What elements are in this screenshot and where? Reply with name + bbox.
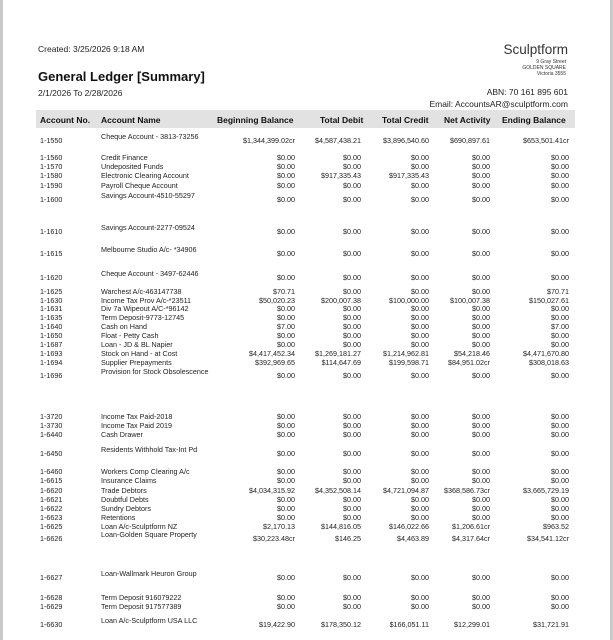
total-debit: $1,269,181.27 — [315, 349, 361, 358]
account-name: Savings Account-2277-09524 — [101, 223, 195, 232]
account-no: 1-6450 — [40, 449, 63, 458]
total-credit: $0.00 — [411, 313, 429, 322]
account-name: Warchest A/c-463147738 — [101, 287, 182, 296]
ending-balance: $0.00 — [551, 495, 569, 504]
ending-balance: $0.00 — [551, 421, 569, 430]
net-activity: $0.00 — [472, 227, 490, 236]
account-name: Credit Finance — [101, 153, 148, 162]
ending-balance: $0.00 — [551, 412, 569, 421]
net-activity: $368,586.73cr — [444, 486, 490, 495]
beginning-balance: $0.00 — [277, 412, 295, 421]
beginning-balance: $0.00 — [277, 504, 295, 513]
company-name: Sculptform — [503, 42, 568, 57]
total-credit: $0.00 — [411, 181, 429, 190]
net-activity: $0.00 — [472, 153, 490, 162]
total-debit: $4,352,508.14 — [315, 486, 361, 495]
col-header-net-activity: Net Activity — [444, 115, 491, 125]
total-credit: $4,721,094.87 — [383, 486, 429, 495]
account-name: Trade Debtors — [101, 486, 147, 495]
net-activity: $0.00 — [472, 322, 490, 331]
total-debit: $0.00 — [343, 304, 361, 313]
net-activity: $4,317.64cr — [452, 534, 490, 543]
account-name: Cheque Account - 3813-73256 — [101, 132, 199, 141]
net-activity: $0.00 — [472, 313, 490, 322]
total-debit: $0.00 — [343, 495, 361, 504]
account-name: Loan A/c-Sculptform USA LLC — [101, 616, 198, 625]
ending-balance: $0.00 — [551, 430, 569, 439]
beginning-balance: $2,170.13 — [263, 522, 295, 531]
total-credit: $0.00 — [411, 421, 429, 430]
ending-balance: $0.00 — [551, 249, 569, 258]
account-name: Payroll Cheque Account — [101, 181, 178, 190]
net-activity: $690,897.61 — [450, 136, 490, 145]
total-debit: $0.00 — [343, 273, 361, 282]
account-no: 1-6629 — [40, 602, 63, 611]
account-no: 1-1580 — [40, 171, 63, 180]
account-name: Income Tax Prov A/c-*23511 — [101, 296, 192, 305]
total-credit: $0.00 — [411, 331, 429, 340]
total-credit: $0.00 — [411, 495, 429, 504]
account-name: Income Tax Paid 2019 — [101, 421, 172, 430]
total-credit: $0.00 — [411, 573, 429, 582]
ending-balance: $0.00 — [551, 467, 569, 476]
col-header-total-credit: Total Credit — [382, 115, 429, 125]
account-name: Savings Account-4510-55297 — [101, 191, 195, 200]
total-debit: $0.00 — [343, 602, 361, 611]
account-no: 1-1560 — [40, 153, 63, 162]
ending-balance: $0.00 — [551, 573, 569, 582]
total-credit: $0.00 — [411, 287, 429, 296]
net-activity: $0.00 — [472, 602, 490, 611]
account-name: Income Tax Paid-2018 — [101, 412, 173, 421]
account-name: Workers Comp Clearing A/c — [101, 467, 190, 476]
ending-balance: $7.00 — [551, 322, 569, 331]
net-activity: $0.00 — [472, 513, 490, 522]
ending-balance: $0.00 — [551, 304, 569, 313]
ending-balance: $0.00 — [551, 195, 569, 204]
beginning-balance: $0.00 — [277, 340, 295, 349]
net-activity: $0.00 — [472, 412, 490, 421]
ending-balance: $0.00 — [551, 273, 569, 282]
address-line-3: Victoria 3555 — [536, 71, 566, 77]
total-credit: $0.00 — [411, 273, 429, 282]
beginning-balance: $50,020.23 — [259, 296, 295, 305]
total-credit: $0.00 — [411, 430, 429, 439]
total-debit: $0.00 — [343, 195, 361, 204]
ending-balance: $3,665,729.19 — [523, 486, 569, 495]
beginning-balance: $0.00 — [277, 602, 295, 611]
account-name: Loan - JD & BL Napier — [101, 340, 173, 349]
total-debit: $0.00 — [343, 573, 361, 582]
account-no: 1-6626 — [40, 534, 63, 543]
net-activity: $0.00 — [472, 430, 490, 439]
total-debit: $0.00 — [343, 287, 361, 296]
beginning-balance: $1,344,399.02cr — [243, 136, 295, 145]
account-no: 1-6622 — [40, 504, 63, 513]
account-no: 1-6630 — [40, 620, 63, 629]
account-no: 1-6621 — [40, 495, 63, 504]
total-credit: $0.00 — [411, 162, 429, 171]
net-activity: $0.00 — [472, 181, 490, 190]
account-no: 1-6627 — [40, 573, 63, 582]
beginning-balance: $0.00 — [277, 331, 295, 340]
beginning-balance: $0.00 — [277, 181, 295, 190]
account-name: Term Deposit 917577389 — [101, 602, 182, 611]
total-debit: $0.00 — [343, 227, 361, 236]
total-debit: $0.00 — [343, 162, 361, 171]
total-credit: $0.00 — [411, 412, 429, 421]
net-activity: $0.00 — [472, 573, 490, 582]
beginning-balance: $30,223.48cr — [253, 534, 295, 543]
total-credit: $0.00 — [411, 513, 429, 522]
beginning-balance: $0.00 — [277, 162, 295, 171]
total-credit: $0.00 — [411, 467, 429, 476]
beginning-balance: $0.00 — [277, 313, 295, 322]
total-debit: $144,816.05 — [321, 522, 361, 531]
total-credit: $146,022.66 — [389, 522, 429, 531]
company-abn: ABN: 70 161 895 601 — [486, 87, 568, 97]
ending-balance: $963.52 — [543, 522, 569, 531]
total-debit: $0.00 — [343, 476, 361, 485]
beginning-balance: $0.00 — [277, 513, 295, 522]
account-no: 1-1615 — [40, 249, 63, 258]
ending-balance: $70.71 — [547, 287, 569, 296]
ending-balance: $34,541.12cr — [527, 534, 569, 543]
account-no: 1-1635 — [40, 313, 63, 322]
ending-balance: $0.00 — [551, 313, 569, 322]
ending-balance: $150,027.61 — [529, 296, 569, 305]
account-name: Div 7a Wipeout A/C-*96142 — [101, 304, 189, 313]
total-debit: $0.00 — [343, 181, 361, 190]
total-credit: $917,335.43 — [389, 171, 429, 180]
account-name: Provision for Stock Obsolescence — [101, 367, 209, 376]
ending-balance: $0.00 — [551, 504, 569, 513]
account-no: 1-6620 — [40, 486, 63, 495]
net-activity: $0.00 — [472, 287, 490, 296]
ending-balance: $0.00 — [551, 227, 569, 236]
col-header-ending-balance: Ending Balance — [502, 115, 566, 125]
company-email: Email: AccountsAR@sculptform.com — [429, 99, 568, 109]
account-name: Melbourne Studio A/c- *34906 — [101, 245, 197, 254]
beginning-balance: $0.00 — [277, 421, 295, 430]
total-credit: $0.00 — [411, 195, 429, 204]
ending-balance: $0.00 — [551, 476, 569, 485]
ending-balance: $308,018.63 — [529, 358, 569, 367]
ending-balance: $0.00 — [551, 513, 569, 522]
col-header-account-no: Account No. — [40, 115, 91, 125]
created-timestamp: Created: 3/25/2026 9:18 AM — [38, 44, 145, 54]
col-header-account-name: Account Name — [101, 115, 161, 125]
ending-balance: $0.00 — [551, 340, 569, 349]
ending-balance: $0.00 — [551, 331, 569, 340]
ending-balance: $653,501.41cr — [523, 136, 569, 145]
total-debit: $917,335.43 — [321, 171, 361, 180]
beginning-balance: $0.00 — [277, 476, 295, 485]
ending-balance: $0.00 — [551, 449, 569, 458]
total-credit: $100,000.00 — [389, 296, 429, 305]
beginning-balance: $0.00 — [277, 171, 295, 180]
ending-balance: $31,721.91 — [533, 620, 569, 629]
address-line-1: 9 Gray Street — [536, 59, 566, 65]
total-credit: $0.00 — [411, 322, 429, 331]
account-no: 1-1640 — [40, 322, 63, 331]
account-name: Insurance Claims — [101, 476, 157, 485]
account-name: Loan A/c-Sculptform NZ — [101, 522, 178, 531]
beginning-balance: $0.00 — [277, 304, 295, 313]
beginning-balance: $0.00 — [277, 371, 295, 380]
account-name: Float - Petty Cash — [101, 331, 159, 340]
total-debit: $178,350.12 — [321, 620, 361, 629]
beginning-balance: $7.00 — [277, 322, 295, 331]
beginning-balance: $4,034,315.92 — [249, 486, 295, 495]
ending-balance: $4,471,670.80 — [523, 349, 569, 358]
account-name: Term Deposit 916079222 — [101, 593, 182, 602]
beginning-balance: $4,417,452.34 — [249, 349, 295, 358]
net-activity: $54,218.46 — [454, 349, 490, 358]
total-debit: $0.00 — [343, 371, 361, 380]
account-no: 1-1630 — [40, 296, 63, 305]
total-credit: $0.00 — [411, 304, 429, 313]
total-debit: $0.00 — [343, 412, 361, 421]
net-activity: $0.00 — [472, 331, 490, 340]
total-debit: $0.00 — [343, 249, 361, 258]
account-name: Doubtful Debts — [101, 495, 149, 504]
account-name: Sundry Debtors — [101, 504, 151, 513]
total-credit: $166,051.11 — [389, 620, 429, 629]
ending-balance: $0.00 — [551, 162, 569, 171]
account-name: Loan-Golden Square Property — [101, 530, 197, 539]
account-no: 1-1550 — [40, 136, 63, 145]
account-no: 1-3720 — [40, 412, 63, 421]
beginning-balance: $0.00 — [277, 430, 295, 439]
account-no: 1-1590 — [40, 181, 63, 190]
beginning-balance: $0.00 — [277, 195, 295, 204]
beginning-balance: $0.00 — [277, 449, 295, 458]
total-debit: $146.25 — [335, 534, 361, 543]
account-no: 1-1687 — [40, 340, 63, 349]
account-no: 1-3730 — [40, 421, 63, 430]
net-activity: $12,299.01 — [454, 620, 490, 629]
total-credit: $0.00 — [411, 371, 429, 380]
account-name: Stock on Hand - at Cost — [101, 349, 178, 358]
net-activity: $0.00 — [472, 449, 490, 458]
total-credit: $0.00 — [411, 227, 429, 236]
ending-balance: $0.00 — [551, 602, 569, 611]
beginning-balance: $0.00 — [277, 593, 295, 602]
account-name: Supplier Prepayments — [101, 358, 172, 367]
total-debit: $114,647.69 — [321, 358, 361, 367]
account-no: 1-1600 — [40, 195, 63, 204]
col-header-total-debit: Total Debit — [320, 115, 364, 125]
total-credit: $0.00 — [411, 449, 429, 458]
account-no: 1-6625 — [40, 522, 63, 531]
total-credit: $0.00 — [411, 340, 429, 349]
account-name: Cash Drawer — [101, 430, 143, 439]
page-left-edge — [0, 0, 3, 640]
account-no: 1-1620 — [40, 273, 63, 282]
total-debit: $200,007.38 — [321, 296, 361, 305]
net-activity: $0.00 — [472, 162, 490, 171]
account-no: 1-1631 — [40, 304, 63, 313]
account-name: Undeposited Funds — [101, 162, 164, 171]
account-name: Loan-Wallmark Heuron Group — [101, 569, 197, 578]
total-debit: $0.00 — [343, 513, 361, 522]
account-no: 1-6623 — [40, 513, 63, 522]
account-no: 1-6615 — [40, 476, 63, 485]
account-no: 1-1610 — [40, 227, 63, 236]
net-activity: $0.00 — [472, 495, 490, 504]
col-header-beginning-balance: Beginning Balance — [217, 115, 294, 125]
beginning-balance: $70.71 — [273, 287, 295, 296]
beginning-balance: $0.00 — [277, 249, 295, 258]
total-credit: $199,598.71 — [389, 358, 429, 367]
account-no: 1-1694 — [40, 358, 63, 367]
ending-balance: $0.00 — [551, 153, 569, 162]
total-debit: $0.00 — [343, 340, 361, 349]
total-credit: $4,463.89 — [397, 534, 429, 543]
account-no: 1-1650 — [40, 331, 63, 340]
net-activity: $0.00 — [472, 371, 490, 380]
net-activity: $0.00 — [472, 504, 490, 513]
beginning-balance: $0.00 — [277, 573, 295, 582]
total-debit: $4,587,438.21 — [315, 136, 361, 145]
total-debit: $0.00 — [343, 504, 361, 513]
total-debit: $0.00 — [343, 331, 361, 340]
net-activity: $0.00 — [472, 421, 490, 430]
total-debit: $0.00 — [343, 449, 361, 458]
total-credit: $0.00 — [411, 593, 429, 602]
account-no: 1-1625 — [40, 287, 63, 296]
beginning-balance: $0.00 — [277, 153, 295, 162]
total-credit: $0.00 — [411, 153, 429, 162]
account-no: 1-1693 — [40, 349, 63, 358]
net-activity: $0.00 — [472, 467, 490, 476]
total-credit: $1,214,962.81 — [383, 349, 429, 358]
address-line-2: GOLDEN SQUARE — [522, 65, 566, 71]
total-debit: $0.00 — [343, 467, 361, 476]
ending-balance: $0.00 — [551, 371, 569, 380]
beginning-balance: $19,422.90 — [259, 620, 295, 629]
account-name: Cheque Account - 3497-62446 — [101, 269, 199, 278]
net-activity: $0.00 — [472, 340, 490, 349]
account-no: 1-1696 — [40, 371, 63, 380]
net-activity: $0.00 — [472, 304, 490, 313]
beginning-balance: $0.00 — [277, 227, 295, 236]
account-name: Term Deposit-9773-12745 — [101, 313, 185, 322]
total-debit: $0.00 — [343, 153, 361, 162]
total-debit: $0.00 — [343, 593, 361, 602]
total-credit: $3,896,540.60 — [383, 136, 429, 145]
total-credit: $0.00 — [411, 602, 429, 611]
ending-balance: $0.00 — [551, 171, 569, 180]
beginning-balance: $0.00 — [277, 273, 295, 282]
net-activity: $0.00 — [472, 171, 490, 180]
net-activity: $100,007.38 — [450, 296, 490, 305]
net-activity: $0.00 — [472, 273, 490, 282]
total-credit: $0.00 — [411, 504, 429, 513]
net-activity: $1,206.61cr — [452, 522, 490, 531]
net-activity: $84,951.02cr — [448, 358, 490, 367]
net-activity: $0.00 — [472, 476, 490, 485]
report-title: General Ledger [Summary] — [38, 69, 205, 84]
beginning-balance: $0.00 — [277, 467, 295, 476]
account-name: Cash on Hand — [101, 322, 147, 331]
ending-balance: $0.00 — [551, 181, 569, 190]
account-name: Electronic Clearing Account — [101, 171, 189, 180]
account-no: 1-6440 — [40, 430, 63, 439]
ending-balance: $0.00 — [551, 593, 569, 602]
account-no: 1-6460 — [40, 467, 63, 476]
report-period: 2/1/2026 To 2/28/2026 — [38, 88, 123, 98]
net-activity: $0.00 — [472, 195, 490, 204]
account-name: Residents Withhold Tax-Int Pd — [101, 445, 198, 454]
total-debit: $0.00 — [343, 421, 361, 430]
total-debit: $0.00 — [343, 313, 361, 322]
total-debit: $0.00 — [343, 322, 361, 331]
beginning-balance: $0.00 — [277, 495, 295, 504]
account-no: 1-6628 — [40, 593, 63, 602]
total-credit: $0.00 — [411, 249, 429, 258]
account-name: Retentions — [101, 513, 136, 522]
total-credit: $0.00 — [411, 476, 429, 485]
account-no: 1-1570 — [40, 162, 63, 171]
net-activity: $0.00 — [472, 249, 490, 258]
net-activity: $0.00 — [472, 593, 490, 602]
total-debit: $0.00 — [343, 430, 361, 439]
beginning-balance: $392,969.65 — [255, 358, 295, 367]
